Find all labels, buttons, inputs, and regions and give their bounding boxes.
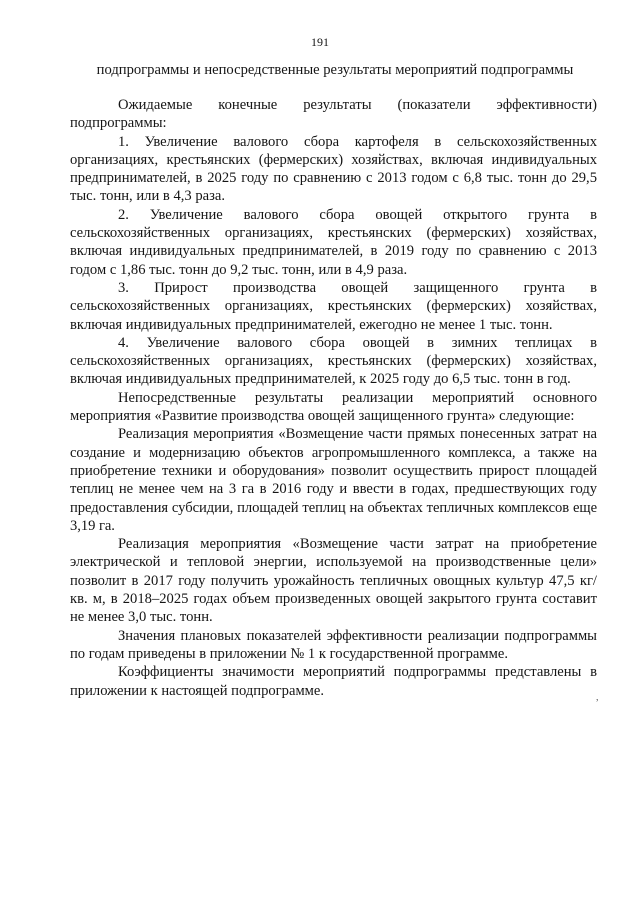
paragraph-result-protected-ground-growth: 3. Прирост производства овощей защищенного грунта в сельскохозяйственных организациях, крестьянских (фермерских) хозяйствах, включая индивидуальных предпринимателей, ежегодно не менее 1 тыс. тонн.: [70, 279, 597, 333]
paragraph-direct-results-intro: Непосредственные результаты реализации мероприятий основного мероприятия «Развитие производства овощей защищенного грунта» следующие:: [70, 389, 597, 425]
paragraph-result-potato-harvest: 1. Увеличение валового сбора картофеля в сельскохозяйственных организациях, крестьянских (фермерских) хозяйствах, включая индивидуальных предпринимателей, в 2025 году по сравнению с 2013 годом с 6,8 тыс. тонн до 29,5 тыс. тонн, или в 4,3 раза.: [70, 133, 597, 205]
paragraph-measure-energy-costs: Реализация мероприятия «Возмещение части затрат на приобретение электрической и тепловой энергии, используемой на производственные цели» позволит в 2017 году получить урожайность тепличных овощных культур 47,5 кг/кв. м, в 2018–2025 годах объем произведенных овощей закрытого грунта составит не менее 3,0 тыс. тонн.: [70, 536, 597, 626]
paragraph-result-winter-greenhouses: 4. Увеличение валового сбора овощей в зимних теплицах в сельскохозяйственных организациях, крестьянских (фермерских) хозяйствах, включая индивидуальных предпринимателей, к 2025 году до 6,5 тыс. тонн в год.: [70, 334, 597, 388]
paragraph-significance-coefficients: Коэффициенты значимости мероприятий подпрограммы представлены в приложении к настоящей подпрограмме.: [70, 664, 597, 699]
body-text: [70, 96, 597, 700]
paragraph-expected-results-intro: Ожидаемые конечные результаты (показатели эффективности) подпрограммы:: [70, 97, 597, 132]
section-heading: подпрограммы и непосредственные результаты мероприятий подпрограммы: [96, 62, 574, 78]
paragraph-result-open-ground-vegetables: 2. Увеличение валового сбора овощей открытого грунта в сельскохозяйственных организациях, крестьянских (фермерских) хозяйствах, включая индивидуальных предпринимателей, в 2019 году по сравнению с 2013 годом с 1,86 тыс. тонн до 9,2 тыс. тонн, или в 4,9 раза.: [70, 206, 597, 278]
page-number: 191: [311, 35, 329, 49]
scan-mark: ,: [596, 692, 599, 703]
paragraph-measure-capital-costs: Реализация мероприятия «Возмещение части прямых понесенных затрат на создание и модернизацию объектов агропромышленного комплекса, а также на приобретение техники и оборудования» позволит осуществить прирост площадей теплиц не менее чем на 3 га в 2016 году и ввести в годах, предшествующих году предоставления субсидии, площадей теплиц на объектах тепличных комплексов еще 3,19 га.: [70, 426, 597, 534]
paragraph-planned-indicators: Значения плановых показателей эффективности реализации подпрограммы по годам приведены в приложении № 1 к государственной программе.: [70, 627, 597, 662]
